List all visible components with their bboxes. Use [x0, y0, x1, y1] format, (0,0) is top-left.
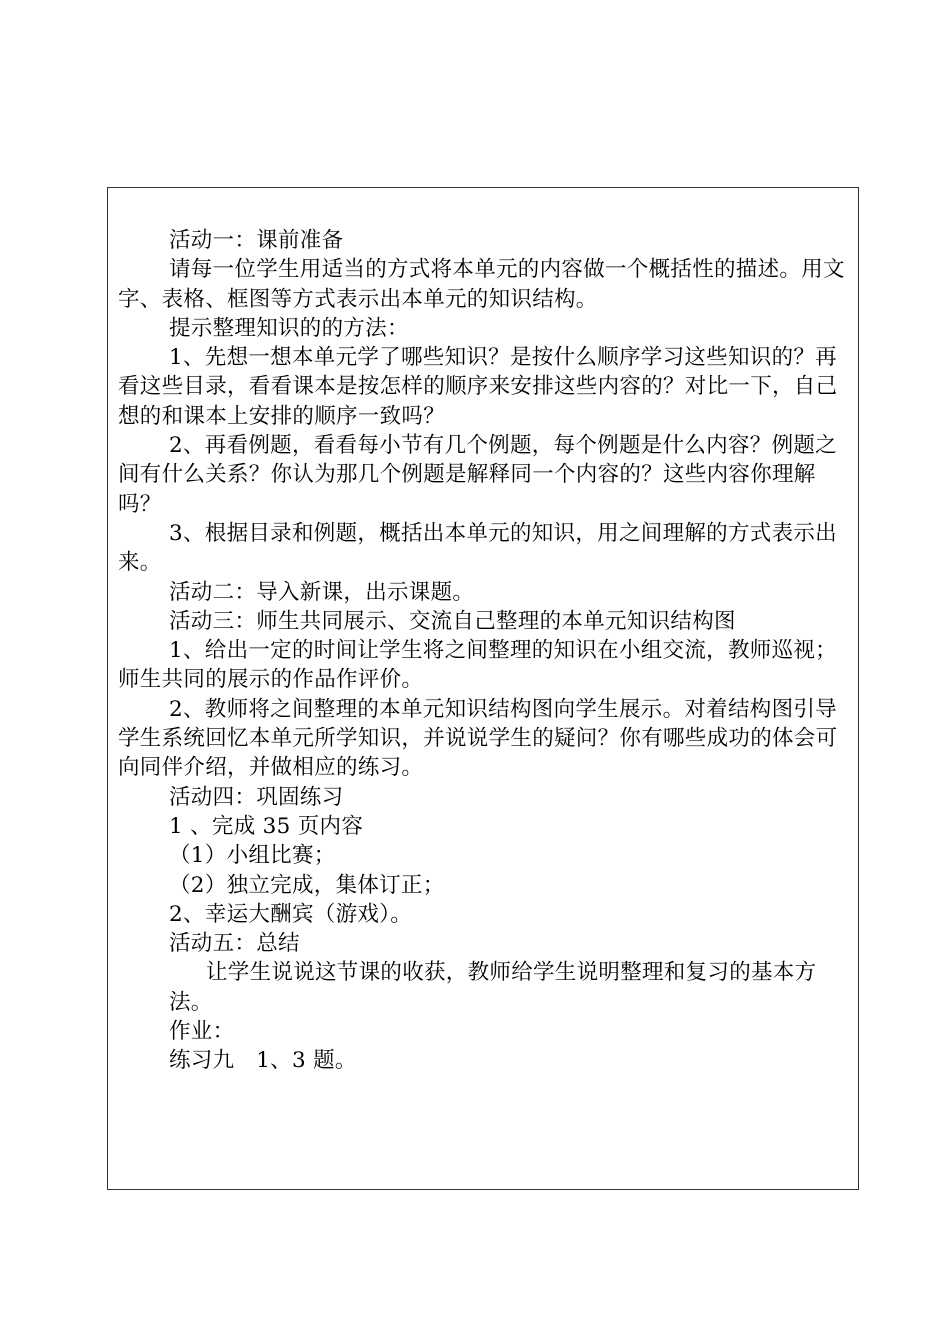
hint-item-3: 3、根据目录和例题，概括出本单元的知识，用之间理解的方式表示出来。: [118, 520, 837, 576]
hint-item-2: 2、再看例题，看看每小节有几个例题，每个例题是什么内容？例题之间有什么关系？你认为那几个例题是解释同一个内容的？这些内容你理解吗？: [118, 433, 837, 517]
activity5-description: 让学生说说这节课的收获，教师给学生说明整理和复习的基本方法。: [169, 960, 817, 1015]
activity4-title: 活动四：巩固练习: [169, 784, 344, 810]
activity3-title: 活动三：师生共同展示、交流自己整理的本单元知识结构图: [169, 608, 736, 634]
activity2-title: 活动二：导入新课，出示课题。: [169, 579, 475, 605]
activity4-item-1a: （1）小组比赛；: [169, 843, 336, 869]
activity3-item-1: 1、给出一定的时间让学生将之间整理的知识在小组交流，教师巡视；师生共同的展示的作品作评价。: [118, 638, 837, 693]
lesson-plan-content: [118, 226, 850, 1076]
lesson-plan-cell: [107, 187, 859, 1190]
activity1-description: 请每一位学生用适当的方式将本单元的内容做一个概括性的描述。用文字、表格、框图等方式表示出本单元的知识结构。: [118, 257, 845, 312]
hint-title: 提示整理知识的的方法：: [169, 315, 409, 341]
activity4-item-2: 2、幸运大酬宾（游戏）。: [169, 901, 413, 927]
hint-item-1: 1、先想一想本单元学了哪些知识？是按什么顺序学习这些知识的？再看这些目录，看看课本是按怎样的顺序来安排这些内容的？对比一下，自己想的和课本上安排的顺序一致吗？: [118, 345, 838, 429]
homework-content: 练习九 1、3 题。: [169, 1048, 357, 1074]
activity5-title: 活动五：总结: [169, 931, 300, 957]
activity3-item-2: 2、教师将之间整理的本单元知识结构图向学生展示。对着结构图引导学生系统回忆本单元所学知识，并说说学生的疑问？你有哪些成功的体会可向同伴介绍，并做相应的练习。: [118, 696, 838, 781]
activity4-item-1b: （2）独立完成，集体订正；: [169, 872, 445, 898]
homework-title: 作业：: [169, 1019, 235, 1045]
activity4-item-1: 1 、完成 35 页内容: [169, 813, 364, 839]
activity1-title: 活动一：课前准备: [169, 228, 344, 253]
